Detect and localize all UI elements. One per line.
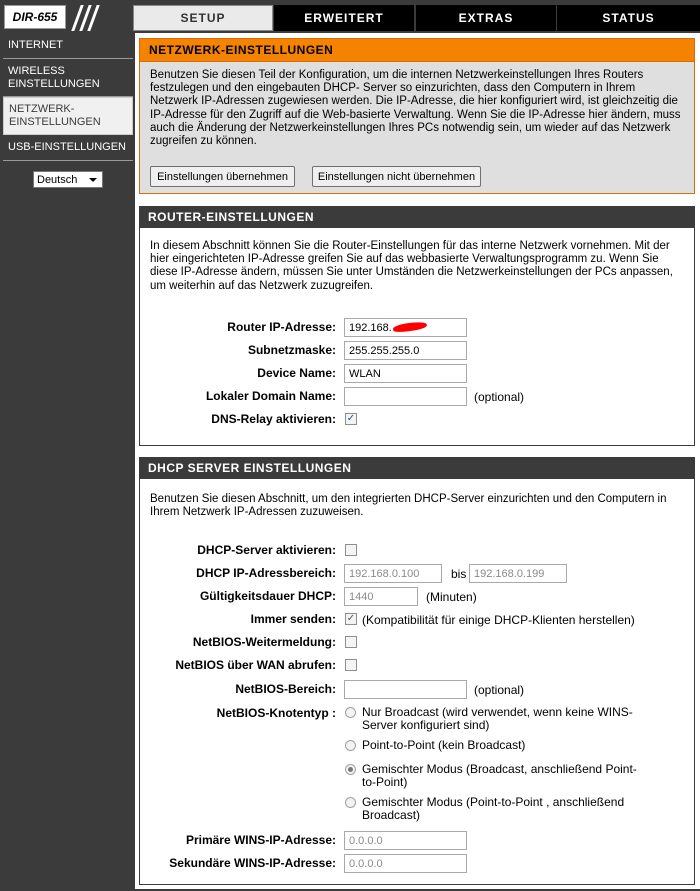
dhcp-range-start-input[interactable]	[344, 564, 442, 583]
always-broadcast-note: (Kompatibilität für einige DHCP-Klienten herstellen)	[362, 613, 635, 627]
netbios-wan-row	[140, 656, 696, 676]
network-settings-title: NETZWERK-EINSTELLUNGEN	[140, 39, 694, 62]
sidebar-item-wireless[interactable]: WIRELESS EINSTELLUNGEN	[3, 59, 133, 97]
dns-relay-label: DNS-Relay aktivieren:	[211, 412, 336, 426]
netbios-advertise-label: NetBIOS-Weitermeldung:	[192, 635, 336, 649]
wins-primary-input[interactable]	[344, 831, 467, 850]
node-hybrid-label: Gemischter Modus (Point-to-Point , anschließend Broadcast)	[362, 795, 625, 822]
language-select[interactable]	[33, 171, 103, 188]
netbios-scope-optional: (optional)	[474, 683, 525, 697]
dhcp-enable-label: DHCP-Server aktivieren:	[197, 543, 336, 557]
dhcp-settings-panel	[139, 457, 695, 885]
router-ip-label: Router IP-Adresse:	[227, 320, 336, 334]
discard-settings-button[interactable]: Einstellungen nicht übernehmen	[312, 166, 481, 187]
network-settings-panel	[139, 38, 695, 194]
tab-erweitert[interactable]: ERWEITERT	[274, 5, 414, 31]
tab-setup[interactable]: SETUP	[133, 5, 273, 31]
dns-relay-row	[140, 410, 696, 430]
device-name-input[interactable]	[344, 364, 467, 383]
dhcp-range-row	[140, 564, 696, 584]
node-p2p-radio[interactable]	[345, 740, 356, 751]
main-content	[135, 33, 700, 889]
wins-primary-label: Primäre WINS-IP-Adresse:	[185, 833, 336, 847]
router-settings-panel	[139, 206, 695, 446]
domain-row	[140, 387, 696, 407]
node-broadcast-label: Nur Broadcast (wird verwendet, wenn keine WINS-Server konfiguriert sind)	[362, 705, 633, 732]
wins-secondary-row	[140, 854, 696, 874]
dhcp-range-bis: bis	[451, 567, 467, 581]
device-name-row	[140, 364, 696, 384]
sidebar-item-netzwerk[interactable]: NETZWERK-EINSTELLUNGEN	[3, 97, 133, 135]
sidebar	[3, 33, 133, 889]
netbios-wan-label: NetBIOS über WAN abrufen:	[175, 658, 336, 672]
netbios-scope-row	[140, 680, 696, 700]
sidebar-item-internet[interactable]: INTERNET	[3, 33, 133, 59]
dhcp-range-label: DHCP IP-Adressbereich:	[196, 566, 336, 580]
subnet-input[interactable]	[344, 341, 467, 360]
tab-extras[interactable]: EXTRAS	[416, 5, 556, 31]
node-mixed-radio[interactable]	[345, 764, 356, 775]
language-value: Deutsch	[37, 173, 78, 186]
device-name-label: Device Name:	[257, 366, 336, 380]
dhcp-settings-title: DHCP SERVER EINSTELLUNGEN	[139, 457, 695, 479]
top-navigation	[0, 0, 700, 33]
netbios-node-type-group	[140, 704, 696, 824]
subnet-label: Subnetzmaske:	[247, 343, 336, 357]
node-mixed-label: Gemischter Modus (Broadcast, anschließend Point-to-Point)	[362, 762, 637, 789]
netbios-advertise-row	[140, 633, 696, 653]
sidebar-item-usb[interactable]: USB-EINSTELLUNGEN	[3, 135, 133, 161]
device-name-value: WLAN	[349, 367, 381, 380]
dhcp-enable-row	[140, 541, 696, 561]
save-settings-button[interactable]: Einstellungen übernehmen	[150, 166, 295, 187]
node-p2p-label: Point-to-Point (kein Broadcast)	[362, 738, 526, 752]
dhcp-lease-value: 1440	[349, 590, 374, 603]
node-broadcast-radio[interactable]	[345, 707, 356, 718]
dns-relay-checkbox[interactable]: ✓	[346, 413, 356, 424]
wins-primary-row	[140, 831, 696, 851]
wins-secondary-label: Sekundäre WINS-IP-Adresse:	[169, 856, 336, 870]
router-settings-description: In diesem Abschnitt können Sie die Router-Einstellungen für das interne Netzwerk vornehmen. Mit der hier eingerichteten IP-Adresse greifen Sie auf das webbasierte Verwaltungsprogramm zu. Wenn Sie diese IP-Adresse ändern, müssen Sie unter Umständen die Netzwerkeinstellungen der PCs anpassen, um weiterhin auf das Netzwerk zuzugreifen.	[150, 240, 673, 292]
network-settings-description: Benutzen Sie diesen Teil der Konfiguration, um die internen Netzwerkeinstellungen Ihres Routers festzulegen und den eingebauten DHCP- Server so einzurichten, dass den Computern in Ihrem Netzwerk IP-Adressen zugewiesen werden. Die IP-Adresse, die hier konfiguriert wird, ist gleichzeitig die IP-Adresse für den Zugriff auf die Web-basierte Verwaltung. Wenn Sie die IP-Adresse hier ändern, muss auch die Änderung der Netzwerkeinstellungen Ihres PCs notwendig sein, um wieder auf das Netzwerk zugreifen zu können.	[150, 69, 681, 148]
netbios-scope-label: NetBIOS-Bereich:	[235, 682, 336, 696]
node-hybrid-radio[interactable]	[345, 797, 356, 808]
netbios-scope-input[interactable]	[344, 680, 467, 699]
domain-optional-note: (optional)	[474, 390, 525, 404]
tab-status[interactable]: STATUS	[557, 5, 700, 31]
netbios-advertise-checkbox[interactable]	[345, 636, 357, 648]
dhcp-range-end-value: 192.168.0.199	[474, 567, 545, 580]
dhcp-description: Benutzen Sie diesen Abschnitt, um den integrierten DHCP-Server einzurichten und den Computern in Ihrem Netzwerk IP-Adressen zuzuweisen.	[150, 493, 667, 519]
dhcp-range-start-value: 192.168.0.100	[349, 567, 420, 580]
dhcp-lease-unit: (Minuten)	[426, 590, 477, 604]
always-broadcast-label: Immer senden:	[250, 612, 336, 626]
router-ip-row	[140, 318, 696, 338]
domain-input[interactable]	[344, 387, 467, 406]
always-broadcast-row	[140, 610, 696, 630]
domain-label: Lokaler Domain Name:	[205, 389, 336, 403]
subnet-value: 255.255.255.0	[349, 344, 420, 357]
wins-primary-value: 0.0.0.0	[349, 834, 383, 847]
subnet-row	[140, 341, 696, 361]
router-settings-title: ROUTER-EINSTELLUNGEN	[139, 206, 695, 228]
always-broadcast-checkbox[interactable]: ✓	[346, 613, 356, 624]
netbios-wan-checkbox[interactable]	[345, 659, 357, 671]
wins-secondary-input[interactable]	[344, 854, 467, 873]
dhcp-lease-row	[140, 587, 696, 607]
dhcp-range-end-input[interactable]	[469, 564, 567, 583]
wins-secondary-value: 0.0.0.0	[349, 857, 383, 870]
dhcp-lease-input[interactable]	[344, 587, 418, 606]
netbios-node-type-label: NetBIOS-Knotentyp :	[216, 706, 336, 720]
product-logo: DIR-655	[4, 5, 66, 29]
chevron-down-icon	[89, 178, 97, 182]
dhcp-lease-label: Gültigkeitsdauer DHCP:	[199, 589, 336, 603]
dhcp-enable-checkbox[interactable]	[345, 544, 357, 556]
router-ip-value: 192.168.	[349, 321, 392, 334]
